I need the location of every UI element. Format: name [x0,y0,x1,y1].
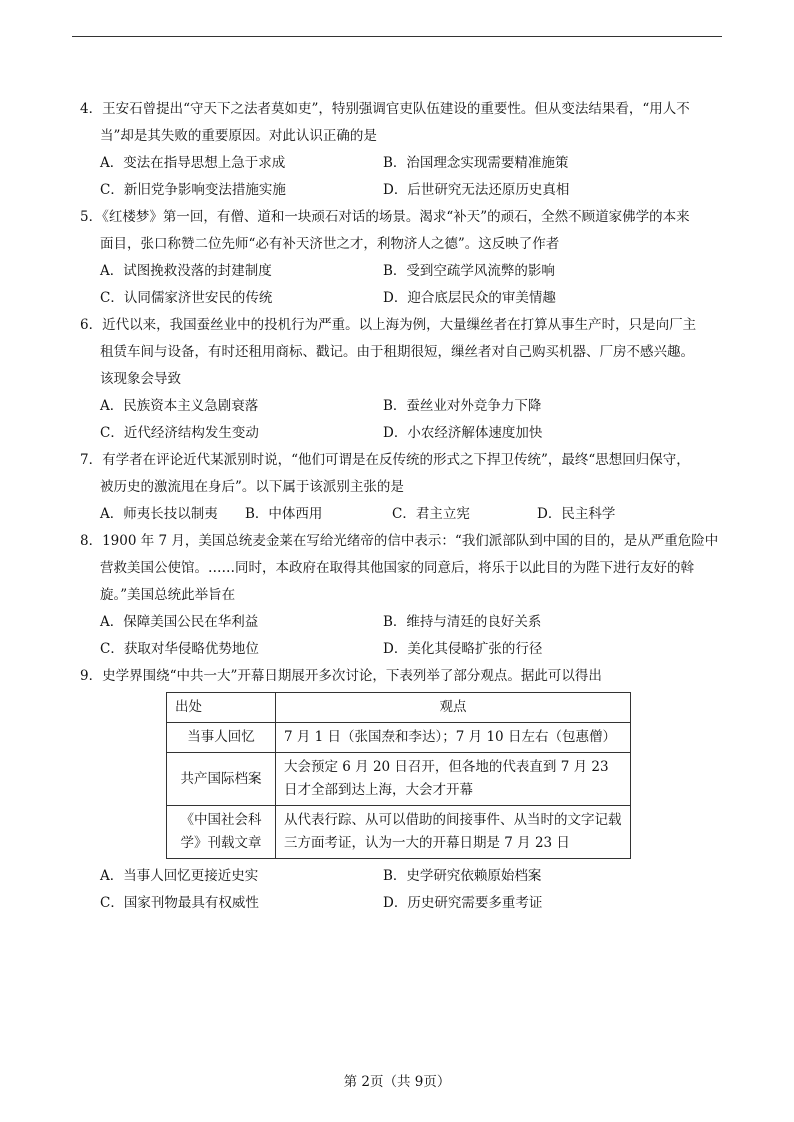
table-header-row [167,693,631,723]
option-b[interactable]: B．受到空疏学风流弊的影响 [383,263,555,279]
question-stem-line: 5．《红楼梦》第一回，有僧、道和一块顽石对话的场景。渴求“补天”的顽石，全然不顾道家佛学的本来 [80,209,690,225]
header-rule [72,36,722,37]
option-a[interactable]: A．师夷长技以制夷 [100,506,218,522]
option-c[interactable]: C．国家刊物最具有权威性 [100,895,259,911]
page-footer: 第 2页（共 9页） [343,1074,451,1090]
question-list [80,96,720,917]
question-6 [80,312,720,447]
question-stem-line: 9．史学界围绕“中共一大”开幕日期展开多次讨论，下表列举了部分观点。据此可以得出 [80,668,602,684]
table-cell-source: 《中国社会科学》刊载文章 [167,806,276,859]
question-stem-line: 该现象会导致 [100,371,181,387]
table-cell-view: 从代表行踪、从可以借助的间接事件、从当时的文字记载三方面考证，认为一大的开幕日期是 7 月 23 日 [276,806,631,859]
option-a[interactable]: A．试图挽救没落的封建制度 [100,263,272,279]
question-stem-line: 租赁车间与设备，有时还租用商标、戳记。由于租期很短，缫丝者对自己购买机器、厂房不感兴趣。 [100,344,694,360]
option-b[interactable]: B．维持与清廷的良好关系 [383,614,542,630]
options-grid [80,863,720,917]
option-d[interactable]: D．迎合底层民众的审美情趣 [383,290,556,306]
question-8 [80,528,720,663]
option-d[interactable]: D．美化其侵略扩张的行径 [383,641,543,657]
option-d[interactable]: D．后世研究无法还原历史真相 [383,182,570,198]
option-d[interactable]: D．历史研究需要多重考证 [383,895,543,911]
option-b[interactable]: B．蚕丝业对外竞争力下降 [383,398,542,414]
question-4 [80,96,720,204]
options-grid [80,393,720,447]
table-row [167,806,631,859]
question-stem-line: 被历史的激流甩在身后”。以下属于该派别主张的是 [100,479,404,495]
question-stem-line: 旋。”美国总统此举旨在 [100,587,236,603]
option-a[interactable]: A．当事人回忆更接近史实 [100,868,259,884]
question-7 [80,447,720,528]
question-stem-line: 营救美国公使馆。……同时，本政府在取得其他国家的同意后，将乐于以此目的为陛下进行友好的斡 [100,560,694,576]
option-b[interactable]: B．中体西用 [245,506,323,522]
source-table [166,692,631,859]
options-grid [80,501,720,528]
question-5 [80,204,720,312]
question-9 [80,663,720,917]
table-cell-source: 共产国际档案 [167,753,276,806]
table-header-source: 出处 [167,693,276,723]
options-grid [80,609,720,663]
table-cell-source: 当事人回忆 [167,723,276,753]
table-row [167,723,631,753]
table-cell-view: 7 月 1 日（张国焘和李达）；7 月 10 日左右（包惠僧） [276,723,631,753]
option-a[interactable]: A．保障美国公民在华利益 [100,614,259,630]
table-header-view: 观点 [276,693,631,723]
question-stem-line: 4．王安石曾提出“守天下之法者莫如吏”，特别强调官吏队伍建设的重要性。但从变法结果看，“用人不 [80,101,690,117]
option-c[interactable]: C．君主立宪 [392,506,470,522]
option-a[interactable]: A．变法在指导思想上急于求成 [100,155,286,171]
option-c[interactable]: C．近代经济结构发生变动 [100,425,259,441]
table-cell-view: 大会预定 6 月 20 日召开，但各地的代表直到 7 月 23 日才全部到达上海，大会才开幕 [276,753,631,806]
options-grid [80,150,720,204]
option-c[interactable]: C．认同儒家济世安民的传统 [100,290,273,306]
option-c[interactable]: C．新旧党争影响变法措施实施 [100,182,286,198]
question-stem-line: 8．1900 年 7 月，美国总统麦金莱在写给光绪帝的信中表示：“我们派部队到中国的目的，是从严重危险中 [80,533,719,549]
option-d[interactable]: D．小农经济解体速度加快 [383,425,543,441]
option-d[interactable]: D．民主科学 [537,506,616,522]
option-a[interactable]: A．民族资本主义急剧衰落 [100,398,259,414]
option-b[interactable]: B．史学研究依赖原始档案 [383,868,542,884]
table-row [167,753,631,806]
option-c[interactable]: C．获取对华侵略优势地位 [100,641,259,657]
question-stem-line: 7．有学者在评论近代某派别时说，“他们可谓是在反传统的形式之下捍卫传统”，最终“思想回归保守， [80,452,690,468]
question-stem-line: 面目，张口称赞二位先师“必有补天济世之才，利物济人之德”。这反映了作者 [100,236,560,252]
question-stem-line: 6．近代以来，我国蚕丝业中的投机行为严重。以上海为例，大量缫丝者在打算从事生产时，只是向厂主 [80,317,697,333]
option-b[interactable]: B．治国理念实现需要精准施策 [383,155,569,171]
options-grid [80,258,720,312]
question-stem-line: 当”却是其失败的重要原因。对此认识正确的是 [100,128,377,144]
